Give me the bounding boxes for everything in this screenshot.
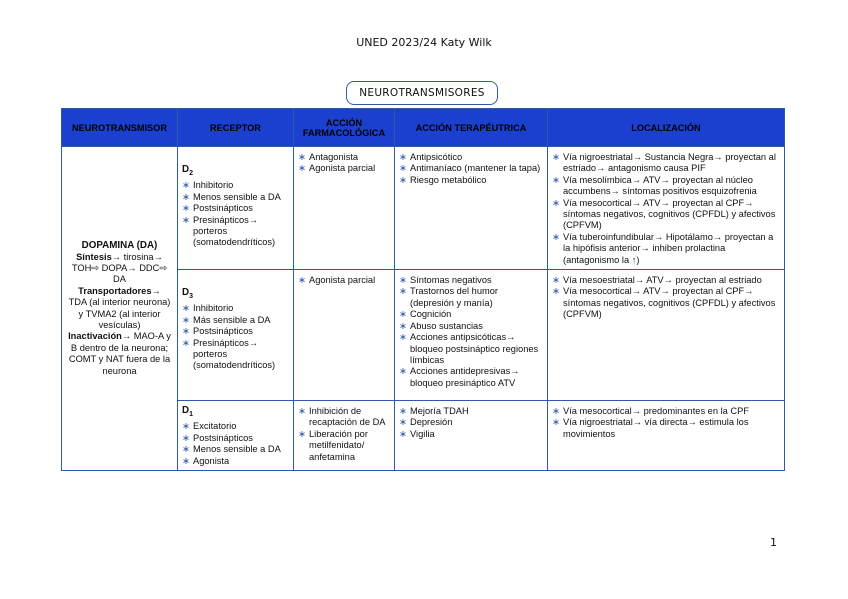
therapeutic-cell — [395, 401, 548, 471]
synthesis-text: Síntesis→ tirosina→ TOH⇨ DOPA→ DDC⇨ DA — [71, 251, 168, 285]
receptor-cell — [178, 401, 294, 471]
list-item: ∗ Inhibición de recaptación de DA — [298, 406, 390, 429]
neurotransmitter-cell — [62, 147, 178, 471]
list-item: ∗ Síntomas negativos — [399, 275, 543, 286]
location-cell — [548, 270, 785, 401]
list-item: ∗ Presinápticos→ porteros (somatodendríticos) — [182, 338, 289, 372]
therapeutic-cell — [395, 270, 548, 401]
location-cell — [548, 147, 785, 270]
list-item: ∗ Vía nigroestriatal→ Sustancia Negra→ proyectan al estriado→ antagonismo causa PIF — [552, 152, 780, 175]
table-header-row — [62, 109, 785, 147]
column-header: ACCIÓN FARMACOLÓGICA — [294, 109, 395, 147]
section-title: NEUROTRANSMISORES — [346, 81, 498, 105]
receptor-list — [182, 421, 289, 467]
list-item: ∗ Menos sensible a DA — [182, 192, 289, 203]
list-item: ∗ Mejoría TDAH — [399, 406, 543, 417]
list-item: ∗ Riesgo metabólico — [399, 175, 543, 186]
list-item: ∗ Vía mesoestriatal→ ATV→ proyectan al estriado — [552, 275, 780, 286]
pharmacological-cell — [294, 147, 395, 270]
receptor-name: $D_2$ — [182, 164, 193, 177]
pharmacological-cell — [294, 401, 395, 471]
location-list — [552, 275, 780, 321]
pharm-list — [298, 406, 390, 463]
list-item: ∗ Antipsicótico — [399, 152, 543, 163]
list-item: ∗ Depresión — [399, 417, 543, 428]
therapy-list — [399, 275, 543, 389]
list-item: ∗ Vía tuberoinfundibular→ Hipotálamo→ proyectan a la hipófisis anterior→ inhiben prolactina (antagonismo la ↑) — [552, 232, 780, 266]
list-item: ∗ Postsinápticos — [182, 326, 289, 337]
column-header: RECEPTOR — [178, 109, 294, 147]
location-list — [552, 406, 780, 440]
location-list — [552, 152, 780, 266]
receptor-name: $D_1$ — [182, 405, 193, 419]
list-item: ∗ Vía mesocortical→ predominantes en la CPF — [552, 406, 780, 417]
list-item: ∗ Vigilia — [399, 429, 543, 440]
list-item: ∗ Trastornos del humor (depresión y manía) — [399, 286, 543, 309]
neurotransmitter-table — [61, 108, 785, 471]
list-item: ∗ Inhibitorio — [182, 180, 289, 191]
table-row — [62, 147, 785, 270]
list-item: ∗ Presinápticos→ porteros (somatodendríticos) — [182, 215, 289, 249]
list-item: ∗ Excitatorio — [182, 421, 289, 432]
list-item: ∗ Liberación por metilfenidato/ anfetamina — [298, 429, 390, 463]
column-header: NEUROTRANSMISOR — [62, 109, 178, 147]
list-item: ∗ Vía mesocortical→ ATV→ proyectan al CPF→ síntomas negativos, cognitivos (CPFDL) y afectivos (CPFVM) — [552, 286, 780, 320]
inactivation-text: Inactivación→ MAO-A y B dentro de la neurona; COMT y NAT fuera de la neurona — [68, 331, 171, 376]
neurotransmitter-name: DOPAMINA (DA) — [81, 240, 158, 252]
list-item: ∗ Agonista parcial — [298, 163, 390, 174]
receptor-name: $D_3$ — [182, 287, 193, 301]
pharm-list — [298, 275, 390, 286]
list-item: ∗ Abuso sustancias — [399, 321, 543, 332]
column-header: LOCALIZACIÓN — [548, 109, 785, 147]
transporters-text: Transportadores→ TDA (al interior neurona) y TVMA2 (al interior vesículas) — [68, 285, 171, 330]
pharmacological-cell — [294, 270, 395, 401]
therapy-list — [399, 152, 543, 186]
list-item: ∗ Vía mesolímbica→ ATV→ proyectan al núcleo accumbens→ síntomas positivos esquizofrenia — [552, 175, 780, 198]
list-item: ∗ Más sensible a DA — [182, 315, 289, 326]
list-item: ∗ Acciones antipsicóticas→ bloqueo postsináptico regiones límbicas — [399, 332, 543, 366]
pharm-list — [298, 152, 390, 175]
list-item: ∗ Menos sensible a DA — [182, 444, 289, 455]
therapy-list — [399, 406, 543, 440]
receptor-cell — [178, 147, 294, 270]
list-item: ∗ Agonista — [182, 456, 289, 467]
list-item: ∗ Cognición — [399, 309, 543, 320]
list-item: ∗ Postsinápticos — [182, 433, 289, 444]
receptor-list — [182, 180, 289, 248]
location-cell — [548, 401, 785, 471]
receptor-cell — [178, 270, 294, 401]
list-item: ∗ Inhibitorio — [182, 303, 289, 314]
list-item: ∗ Vía mesocortical→ ATV→ proyectan al CPF→ síntomas negativos, cognitivos (CPFDL) y afectivos (CPFVM) — [552, 198, 780, 232]
page-header: UNED 2023/24 Katy Wilk — [356, 36, 492, 49]
page-number: 1 — [770, 536, 777, 549]
list-item: ∗ Vía nigroestriatal→ vía directa→ estimula los movimientos — [552, 417, 780, 440]
receptor-list — [182, 303, 289, 371]
list-item: ∗ Antimaníaco (mantener la tapa) — [399, 163, 543, 174]
therapeutic-cell — [395, 147, 548, 270]
column-header: ACCIÓN TERAPÉUTRICA — [395, 109, 548, 147]
list-item: ∗ Antagonista — [298, 152, 390, 163]
list-item: ∗ Agonista parcial — [298, 275, 390, 286]
list-item: ∗ Acciones antidepresivas→ bloqueo presináptico ATV — [399, 366, 543, 389]
list-item: ∗ Postsinápticos — [182, 203, 289, 214]
